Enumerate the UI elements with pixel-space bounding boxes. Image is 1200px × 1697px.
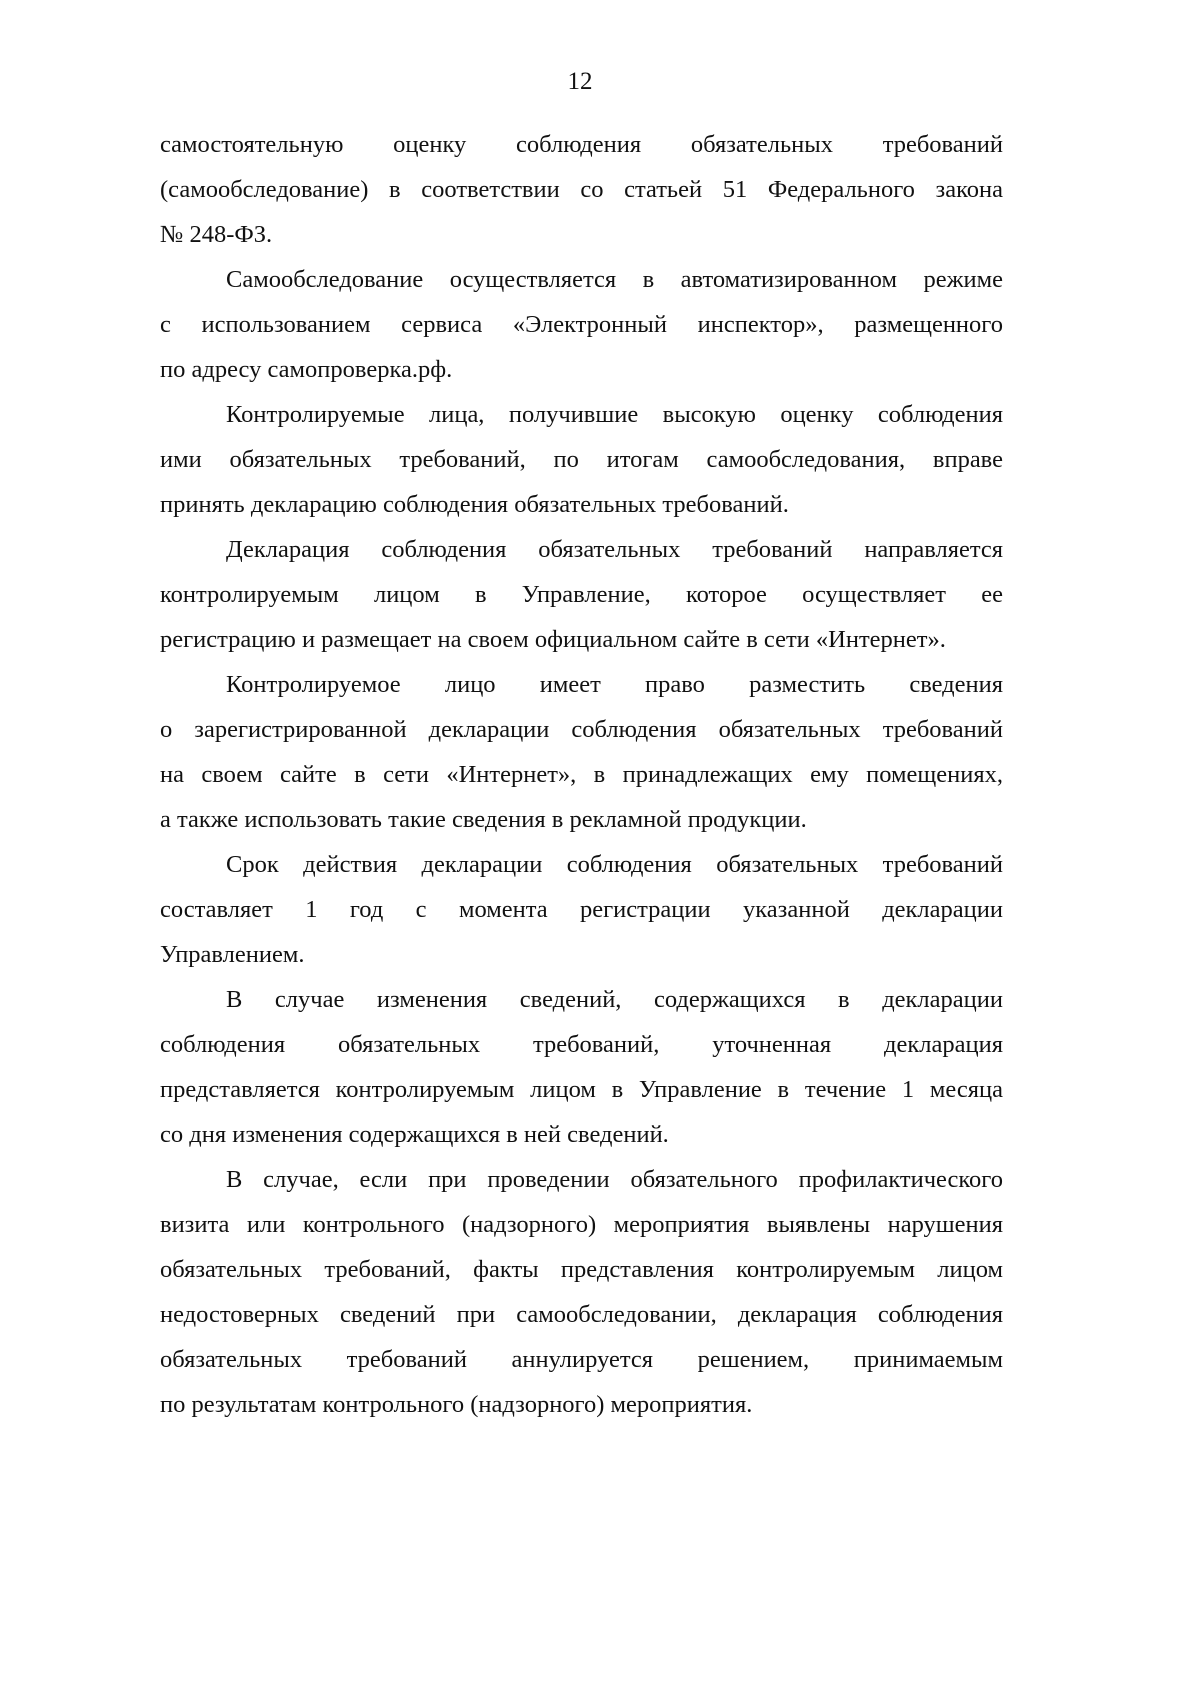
text-line: В случае, если при проведении обязательного профилактического [226,1166,1003,1193]
text-line: недостоверных сведений при самообследовании, декларация соблюдения [160,1301,1003,1328]
text-line: (самообследование) в соответствии со статьей 51 Федерального закона [160,176,1003,203]
paragraph-validity-period [160,842,1003,977]
document-body [160,122,1003,1427]
text-line: регистрацию и размещает на своем официальном сайте в сети «Интернет». [160,626,946,653]
text-line: № 248-ФЗ. [160,221,273,248]
paragraph-self-assessment-intro [160,122,1003,257]
page-number: 12 [567,68,593,95]
text-line: самостоятельную оценку соблюдения обязательных требований [160,131,1003,158]
paragraph-publication-rights [160,662,1003,842]
paragraph-declaration-changes [160,977,1003,1157]
text-line: соблюдения обязательных требований, уточненная декларация [160,1031,1003,1058]
text-line: Самообследование осуществляется в автоматизированном режиме [226,266,1003,293]
text-line: составляет 1 год с момента регистрации указанной декларации [160,896,1003,923]
paragraph-declaration-annulment [160,1157,1003,1427]
text-line: представляется контролируемым лицом в Управление в течение 1 месяца [160,1076,1003,1103]
text-line: о зарегистрированной декларации соблюдения обязательных требований [160,716,1003,743]
paragraph-high-score-declaration [160,392,1003,527]
text-line: обязательных требований аннулируется решением, принимаемым [160,1346,1003,1373]
text-line: принять декларацию соблюдения обязательных требований. [160,491,789,518]
text-line: с использованием сервиса «Электронный инспектор», размещенного [160,311,1003,338]
text-line: Контролируемые лица, получившие высокую оценку соблюдения [226,401,1003,428]
text-line: Управлением. [160,941,305,968]
text-line: Срок действия декларации соблюдения обязательных требований [226,851,1003,878]
text-line: по адресу самопроверка.рф. [160,356,453,383]
text-line: на своем сайте в сети «Интернет», в принадлежащих ему помещениях, [160,761,1003,788]
paragraph-declaration-submission [160,527,1003,662]
text-line: визита или контрольного (надзорного) мероприятия выявлены нарушения [160,1211,1003,1238]
text-line: со дня изменения содержащихся в ней сведений. [160,1121,669,1148]
text-line: В случае изменения сведений, содержащихся в декларации [226,986,1003,1013]
text-line: обязательных требований, факты представления контролируемым лицом [160,1256,1003,1283]
text-line: ими обязательных требований, по итогам самообследования, вправе [160,446,1003,473]
text-line: по результатам контрольного (надзорного) мероприятия. [160,1391,753,1418]
text-line: контролируемым лицом в Управление, которое осуществляет ее [160,581,1003,608]
text-line: Контролируемое лицо имеет право разместить сведения [226,671,1003,698]
text-line: Декларация соблюдения обязательных требований направляется [226,536,1003,563]
paragraph-automated-mode [160,257,1003,392]
text-line: а также использовать такие сведения в рекламной продукции. [160,806,807,833]
